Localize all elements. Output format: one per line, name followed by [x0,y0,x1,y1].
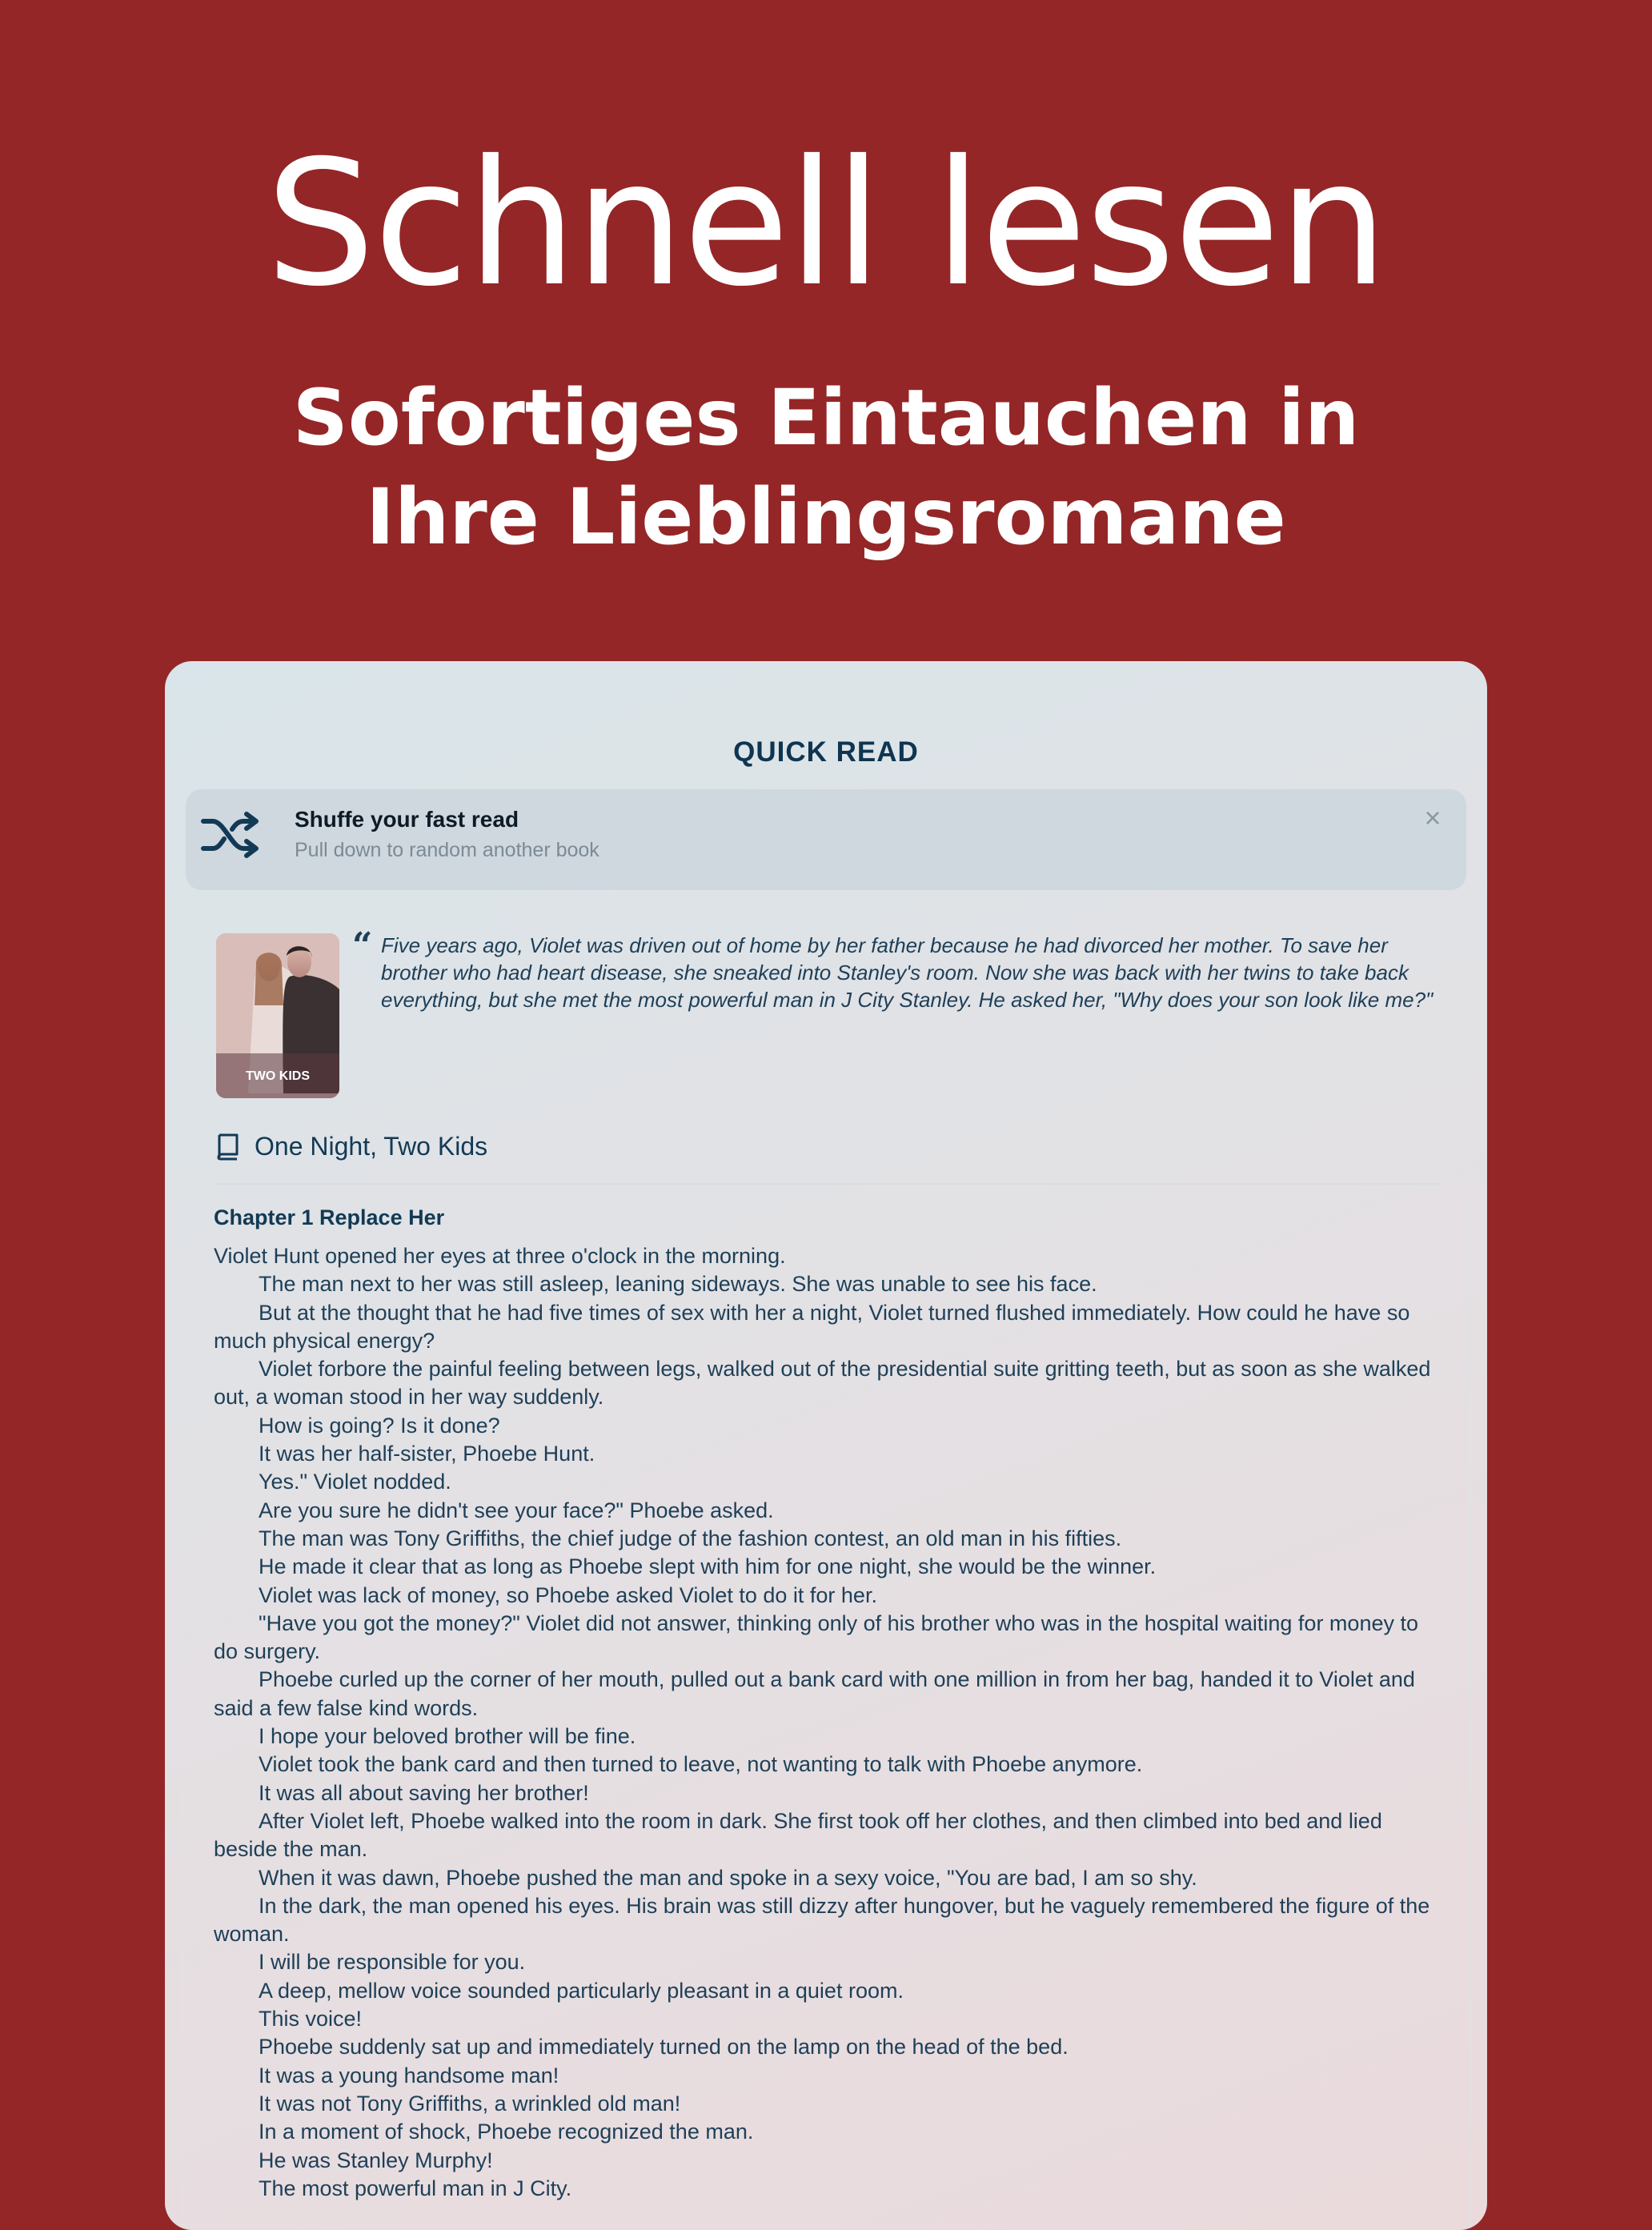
chapter-paragraph: Violet took the bank card and then turned to leave, not wanting to talk with Phoebe anymore. [259,1752,1143,1777]
chapter-paragraph: It was her half-sister, Phoebe Hunt. [259,1442,595,1466]
hero-title: Schnell lesen [265,123,1387,324]
chapter-paragraph: After Violet left, Phoebe walked into the room in dark. She first took off her clothes, and then climbed into bed and lied beside the man. [214,1808,1382,1862]
divider [215,1183,1439,1185]
chapter-paragraph: Are you sure he didn't see your face?" Phoebe asked. [259,1498,774,1522]
chapter-paragraph: In a moment of shock, Phoebe recognized the man. [259,2120,754,2144]
chapter-paragraph: This voice! [259,2007,363,2031]
chapter-paragraph: I will be responsible for you. [259,1950,526,1975]
chapter-paragraph: Violet forbore the painful feeling between legs, walked out of the presidential suite gritting teeth, but as soon as she walked out, a woman stood in her way suddenly. [214,1357,1431,1410]
chapter-paragraph: It was not Tony Griffiths, a wrinkled old man! [259,2091,681,2116]
chapter-paragraph: The man was Tony Griffiths, the chief judge of the fashion contest, an old man in his fifties. [259,1526,1122,1550]
chapter-paragraph: "Have you got the money?" Violet did not answer, thinking only of his brother who was in the hospital waiting for money to do surgery. [214,1610,1418,1664]
chapter-paragraph: Violet was lack of money, so Phoebe asked Violet to do it for her. [259,1582,877,1607]
chapter-paragraph: He made it clear that as long as Phoebe slept with him for one night, she would be the winner. [259,1554,1157,1579]
chapter-paragraph: Violet Hunt opened her eyes at three o'clock in the morning. [214,1244,786,1268]
chapter-text [214,1242,1446,2203]
chapter-paragraph: The most powerful man in J City. [259,2176,572,2200]
chapter-paragraph: I hope your beloved brother will be fine. [259,1724,636,1749]
chapter-paragraph: How is going? Is it done? [259,1413,500,1438]
close-button[interactable]: × [1424,801,1441,834]
chapter-paragraph: Phoebe curled up the corner of her mouth, pulled out a bank card with one million in from her bag, handed it to Violet and said a few false kind words. [214,1667,1415,1720]
screen-title: QUICK READ [733,736,919,768]
chapter-paragraph: Phoebe suddenly sat up and immediately turned on the lamp on the head of the bed. [259,2035,1069,2060]
chapter-paragraph: But at the thought that he had five times of sex with her a night, Violet turned flushed immediately. How could he have so much physical energy? [214,1300,1410,1353]
chapter-paragraph: He was Stanley Murphy! [259,2148,493,2172]
quote-icon: “ [352,925,373,966]
chapter-paragraph: When it was dawn, Phoebe pushed the man and spoke in a sexy voice, "You are bad, I am so shy. [259,1865,1197,1890]
book-blurb: Five years ago, Violet was driven out of home by her father because he had divorced her mother. To save her brother who had heart disease, she sneaked into Stanley's room. Now she was back with her twins to take back everything, but she met the most powerful man in J City Stanley. He asked her, "Why does your son look like me?" [381,933,1433,1012]
chapter-paragraph: It was all about saving her brother! [259,1780,589,1805]
banner-subtitle: Pull down to random another book [295,839,599,861]
book-icon [215,1132,242,1161]
hero-subtitle: Sofortiges Eintauchen in Ihre Lieblingsromane [292,373,1360,562]
chapter-paragraph: In the dark, the man opened his eyes. His brain was still dizzy after hungover, but he vaguely remembered the figure of the woman. [214,1893,1430,1947]
shuffle-banner[interactable] [186,789,1466,890]
chapter-title: Chapter 1 Replace Her [214,1205,445,1229]
chapter-paragraph: The man next to her was still asleep, leaning sideways. She was unable to see his face. [259,1272,1097,1297]
cover-text: TWO KIDS [246,1069,310,1083]
book-cover[interactable] [216,933,339,1098]
shuffle-icon [200,810,261,860]
chapter-paragraph: It was a young handsome man! [259,2063,559,2088]
banner-title: Shuffe your fast read [295,807,519,832]
chapter-paragraph: Yes." Violet nodded. [259,1470,451,1494]
book-title: One Night, Two Kids [255,1132,488,1161]
chapter-paragraph: A deep, mellow voice sounded particularly pleasant in a quiet room. [259,1978,904,2003]
